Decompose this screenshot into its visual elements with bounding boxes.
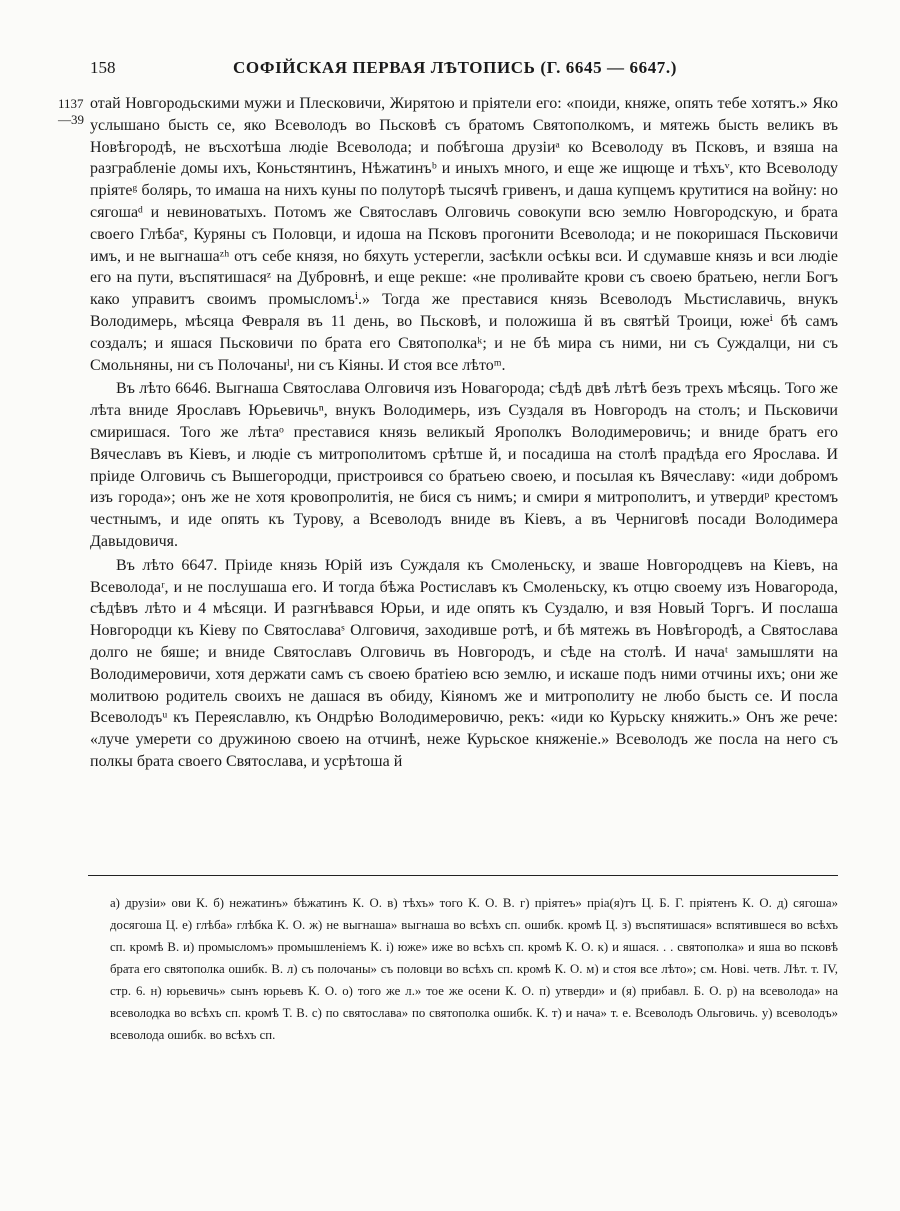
footnote-divider <box>88 875 838 876</box>
page-header <box>90 58 820 82</box>
paragraph: Въ лѣто 6647. Пріиде князь Юрій изъ Суждаля къ Смоленьску, и зваше Новгородцевъ на Кіевъ, на Всеволодаʳ, и не послушаша его. И тогда бѣжа Ростиславъ къ Смоленьску, къ отцю своему изъ Новагорода, сѣдѣвъ лѣто и 4 мѣсяци. И разгнѣвався Юрьи, и иде опять къ Суздалю, и взя Новый Торгъ. И послаша Новгородци къ Кіеву по Святославаˢ Олговичя, заходивше ротѣ, и бѣ мятежь въ Новѣгородѣ, а Святослава долго не бяше; и вниде Святославъ Олговичь въ Новгородъ, и сѣде на столѣ. И начаᵗ замышляти на Володимеровичи, хотя держати самъ съ своею братіею всю землю, и искаше подъ ними отчины ихъ; они же молитвою родитель своихъ не дашася въ обиду, Кіяномъ же и митрополиту не любо бысть се. И посла Всеволодъᵘ къ Переяславлю, къ Ондрѣю Володимеровичю, рекъ: «иди ко Курьску княжить.» Онъ же рече: «луче умерети со дружиною своею на отчинѣ, неже Курьское княженіе.» Всеволодъ же посла на него съ полкы брата своего Святослава, и усрѣтоша й <box>90 556 838 770</box>
margin-year-note: 1137 —39 <box>58 96 84 127</box>
page-number: 158 <box>90 58 116 77</box>
paragraph: Въ лѣто 6646. Выгнаша Святослава Олговичя изъ Новагорода; сѣдѣ двѣ лѣтѣ безъ трехъ мѣсяць. Того же лѣта вниде Ярославъ Юрьевичьⁿ, внукъ Володимерь, изъ Суздаля въ Новгородъ на столъ; и Пьсковичи смиришася. Того же лѣтаᵒ преставися князь великый Ярополкъ Володимеровичь; и вниде братъ его Вячеславъ въ Кіевъ, и людіе съ митрополитомъ срѣтше й, и посадиша на столѣ прадѣда его Ярослава. И пріиде Олговичь съ Вышегородци, пристроився со братьею своею, и посылая къ Вячеславу: «иди добромъ изъ города»; онъ же не хотя кровопролитія, не бися съ нимъ; и смири я митрополитъ, и утвердиᵖ крестомъ честнымъ, и иде опять къ Турову, а Всеволодъ вниде въ Кіевъ, а въ Черниговѣ посади Володимера Давыдовичя. <box>90 380 838 550</box>
paragraph: отай Новгородьскими мужи и Плесковичи, Жирятою и пріятели его: «поиди, княже, опять тебе хотятъ.» Яко услышано бысть се, яко Всеволодъ во Пьсковѣ съ братомъ Святополкомъ, и мятежь бысть великъ въ Новѣгородѣ, не въсхотѣша людіе Всеволода; и побѣгоша друзіиᵃ ко Всеволоду въ Псковъ, и взяша на разграбленіе домы ихъ, Коньстянтинъ, Нѣжатинъᵇ и иныхъ много, и еще же ищюще и тѣхъᵛ, кто Всеволоду пріятеᵍ болярь, то имаша на нихъ куны по полуторѣ тысячѣ гривенъ, и даша купцемъ крутитися на войну: но сягошаᵈ и невиноватыхъ. Потомъ же Святославъ Олговичь совокупи всю землю Новгородскую, и брата своего Глѣбаᵉ, Куряны съ Половци, и идоша на Псковъ прогонити Всеволода; и не покоришася Пьсковичи имъ, и не выгнашаᶻʰ отъ себе князя, но бяхуть устерегли, засѣкли осѣкы вси. И сдумавше князь и вси людіе его на пути, въспятишасяᶻ на Дубровнѣ, и еще рекше: «не проливайте крови съ своею братьею, негли Богъ како управитъ своимъ промысломъⁱ.» Тогда же преставися князь Всеволодъ Мьстиславичь, внукъ Володимерь, мѣсяца Февраля въ 11 день, во Пьсковѣ, и положиша й въ святѣй Троици, южеⁱ бѣ самъ создалъ; и яшася Пьсковичи по брата его Святополкаᵏ; и не бѣ мира съ ними, ни съ Суждалци, ни съ Смольняны, ни съ Полочаныˡ, ни съ Кіяны. И стоя все лѣтоᵐ. <box>90 95 838 374</box>
footnotes <box>110 892 838 1046</box>
footnote-text: а) друзіи» ови К. б) нежатинъ» бѣжатинъ К. О. в) тѣхъ» того К. О. В. г) пріятеъ» пріа(я)тъ Ц. Б. Г. пріятенъ К. О. д) сягоша» досягоша Ц. е) глѣба» глѣбка К. О. ж) не выгнаша» выгнаша во всѣхъ сп. ошибк. кромѣ Ц. з) въспятишася» вспятившеся во всѣхъ сп. кромѣ В. и) промысломъ» промышленіемъ К. і) юже» иже во всѣхъ сп. кромѣ К. О. к) и яшася. . . святополка» и яша во псковѣ брата его святополка ошибк. В. л) съ полочаны» съ половци во всѣхъ сп. кромѣ К. О. м) и стоя все лѣто»; см. Нові. четв. Лѣт. т. IV, стр. 6. н) юрьевичь» сынъ юрьевъ К. О. о) того же л.» тое же осени К. О. п) утверди» и (я) прибавл. Б. О. р) на всеволода» на всеволодка во всѣхъ сп. кромѣ Т. В. с) по святослава» по святополка ошибк. К. т) и нача» т. е. Всеволодъ Ольговичь. у) всеволодъ» всеволода ошибк. во всѣхъ сп. <box>110 896 838 1042</box>
main-text <box>90 93 838 775</box>
running-title: СОФІЙСКАЯ ПЕРВАЯ ЛѢТОПИСЬ (Г. 6645 — 6647.) <box>232 58 678 77</box>
